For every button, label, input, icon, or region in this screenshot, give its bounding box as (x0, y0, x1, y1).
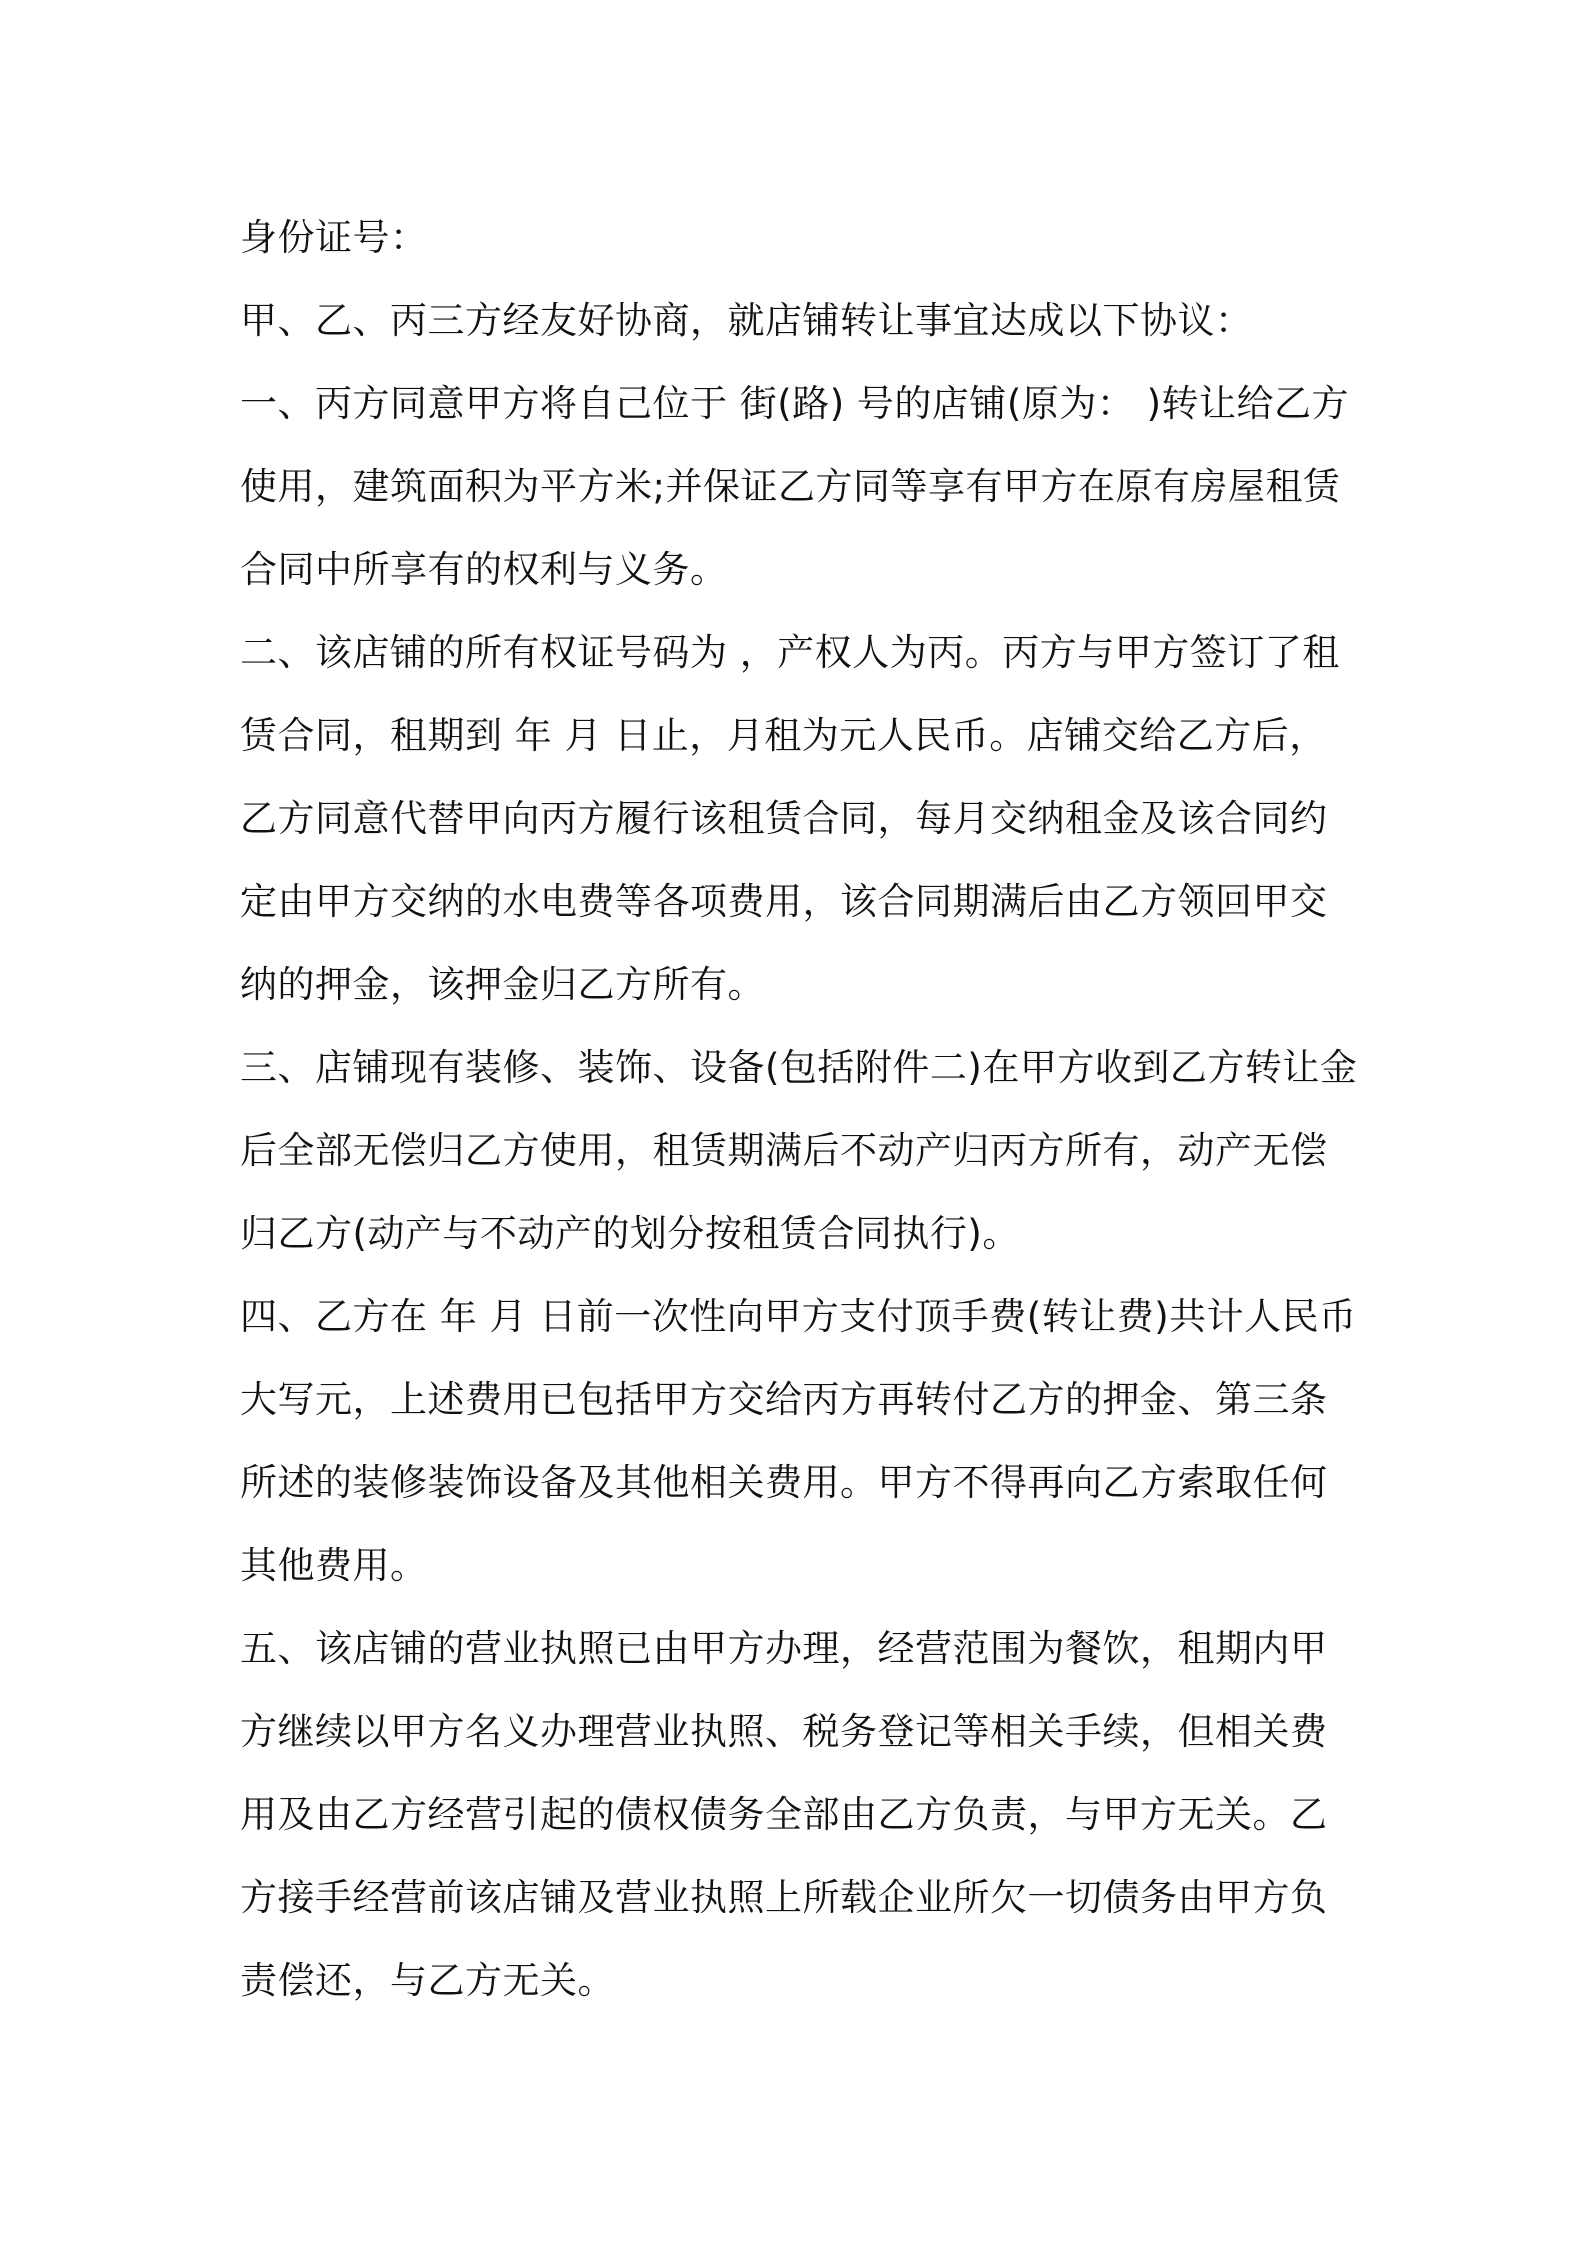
clause-4: 四、乙方在 年 月 日前一次性向甲方支付顶手费(转让费)共计人民币大写元，上述费用已包括甲方交给丙方再转付乙方的押金、第三条所述的装修装饰设备及其他相关费用。甲方不得再向乙方索取任何其他费用。 (240, 1295, 1357, 1587)
id-number-label: 身份证号： (240, 216, 428, 259)
clause-5: 五、该店铺的营业执照已由甲方办理，经营范围为餐饮，租期内甲方继续以甲方名义办理营业执照、税务登记等相关手续，但相关费用及由乙方经营引起的债权债务全部由乙方负责，与甲方无关。乙方接手经营前该店铺及营业执照上所载企业所欠一切债务由甲方负责偿还，与乙方无关。 (240, 1627, 1328, 2002)
clause-2: 二、该店铺的所有权证号码为 ，产权人为丙。丙方与甲方签订了租赁合同，租期到 年 月 日止，月租为元人民币。店铺交给乙方后，乙方同意代替甲向丙方履行该租赁合同，每月交纳租金及该合同约定由甲方交纳的水电费等各项费用，该合同期满后由乙方领回甲交纳的押金，该押金归乙方所有。 (240, 631, 1340, 1006)
clause-1: 一、丙方同意甲方将自己位于 街(路) 号的店铺(原为： )转让给乙方使用，建筑面积为平方米;并保证乙方同等享有甲方在原有房屋租赁合同中所享有的权利与义务。 (240, 382, 1350, 591)
clause-3: 三、店铺现有装修、装饰、设备(包括附件二)在甲方收到乙方转让金后全部无偿归乙方使用，租赁期满后不动产归丙方所有，动产无偿归乙方(动产与不动产的划分按租赁合同执行)。 (240, 1046, 1358, 1255)
agreement-intro: 甲、乙、丙三方经友好协商，就店铺转让事宜达成以下协议： (240, 299, 1253, 342)
document-body (240, 196, 1360, 2022)
